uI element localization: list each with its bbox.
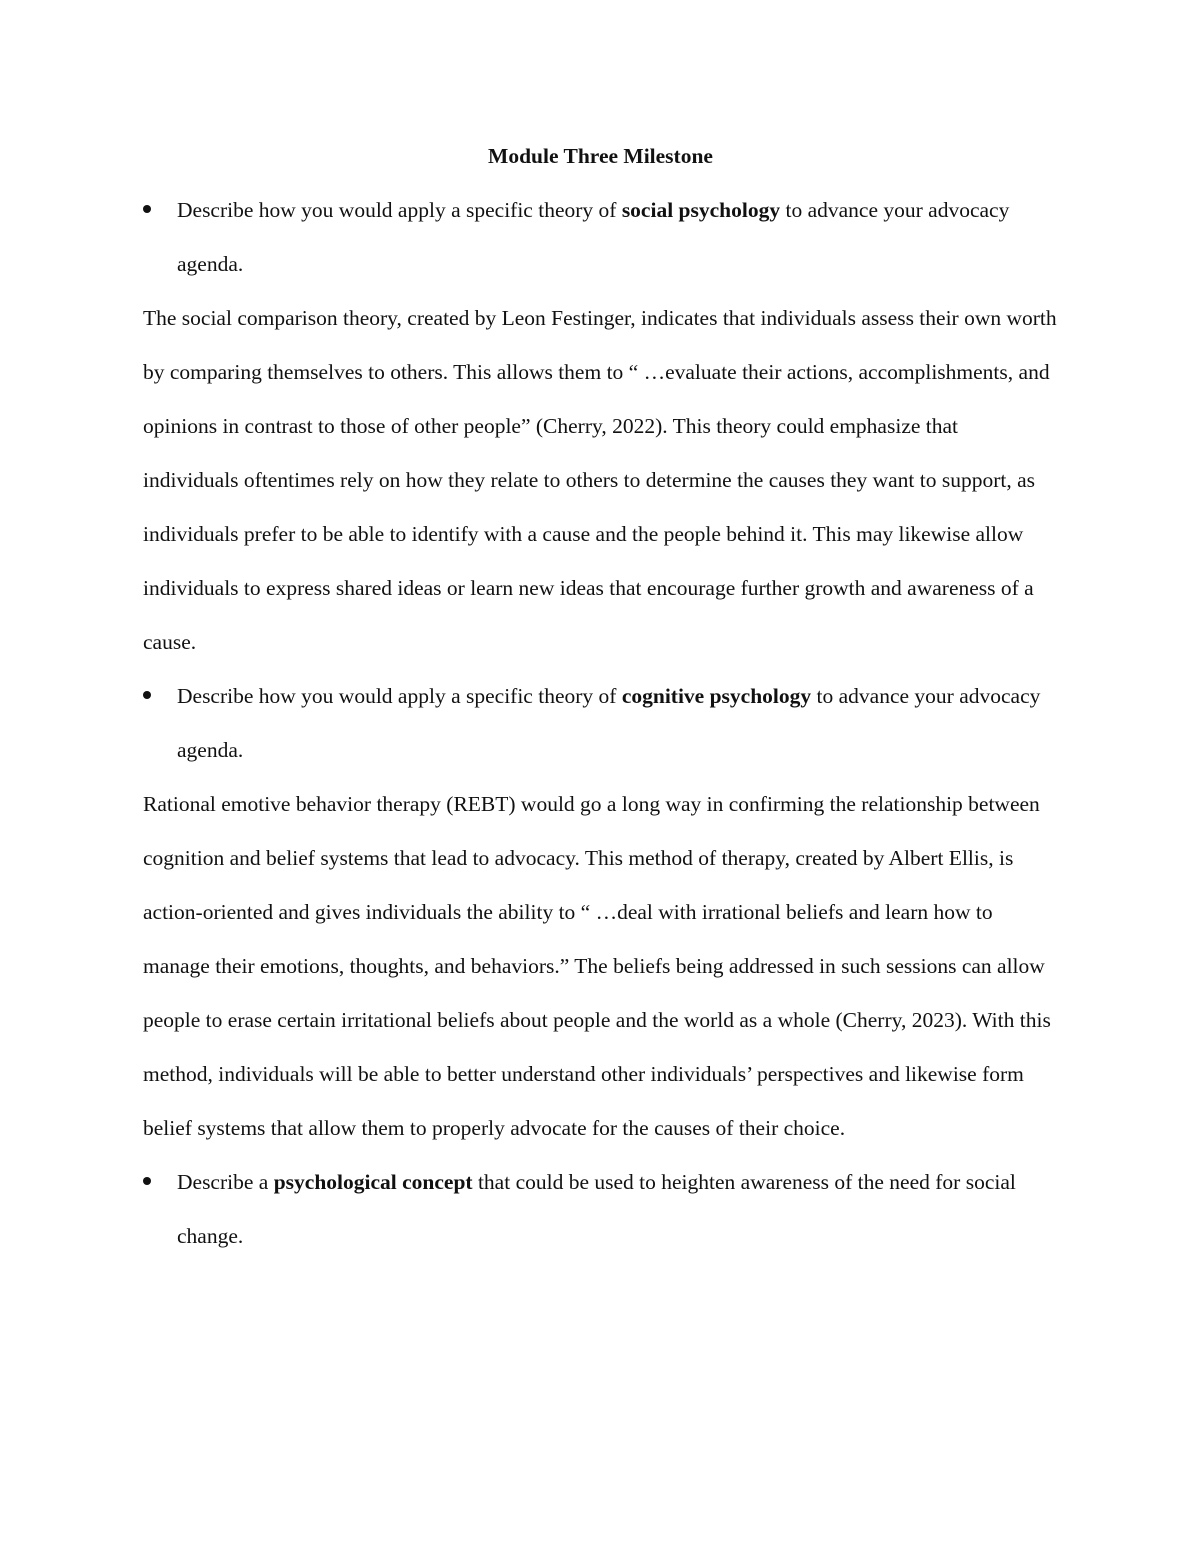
prompt-cognitive-psychology <box>143 669 1058 777</box>
bullet-icon <box>143 691 151 699</box>
prompt-text-post: to advance your advocacy agenda. <box>177 684 1041 762</box>
document-content <box>143 129 1058 1263</box>
prompt-text-post: that could be used to heighten awareness of the need for social change. <box>177 1170 1016 1248</box>
prompt-text-bold: psychological concept <box>273 1170 473 1194</box>
answer-social-psychology: The social comparison theory, created by Leon Festinger, indicates that individuals assess their own worth by comparing themselves to others. This allows them to “ …evaluate their actions, accomplishments, and opinions in contrast to those of other people” (Cherry, 2022). This theory could emphasize that individuals oftentimes rely on how they relate to others to determine the causes they want to support, as individuals prefer to be able to identify with a cause and the people behind it. This may likewise allow individuals to express shared ideas or learn new ideas that encourage further growth and awareness of a cause. <box>143 306 1057 654</box>
answer-cognitive-psychology: Rational emotive behavior therapy (REBT) would go a long way in confirming the relationship between cognition and belief systems that lead to advocacy. This method of therapy, created by Albert Ellis, is action-oriented and gives individuals the ability to “ …deal with irrational beliefs and learn how to manage their emotions, thoughts, and behaviors.” The beliefs being addressed in such sessions can allow people to erase certain irritational beliefs about people and the world as a whole (Cherry, 2023). With this method, individuals will be able to better understand other individuals’ perspectives and likewise form belief systems that allow them to properly advocate for the causes of their choice. <box>143 792 1051 1140</box>
document-title: Module Three Milestone <box>488 144 713 168</box>
prompt-psychological-concept <box>143 1155 1058 1263</box>
prompt-text-pre: Describe how you would apply a specific theory of <box>177 198 622 222</box>
prompt-text-bold: social psychology <box>621 198 781 222</box>
prompt-social-psychology <box>143 183 1058 291</box>
prompt-text-post: to advance your advocacy agenda. <box>177 198 1010 276</box>
bullet-icon <box>143 205 151 213</box>
prompt-text-pre: Describe a <box>177 1170 274 1194</box>
prompt-text-bold: cognitive psychology <box>621 684 812 708</box>
prompt-text-pre: Describe how you would apply a specific theory of <box>177 684 622 708</box>
bullet-icon <box>143 1177 151 1185</box>
